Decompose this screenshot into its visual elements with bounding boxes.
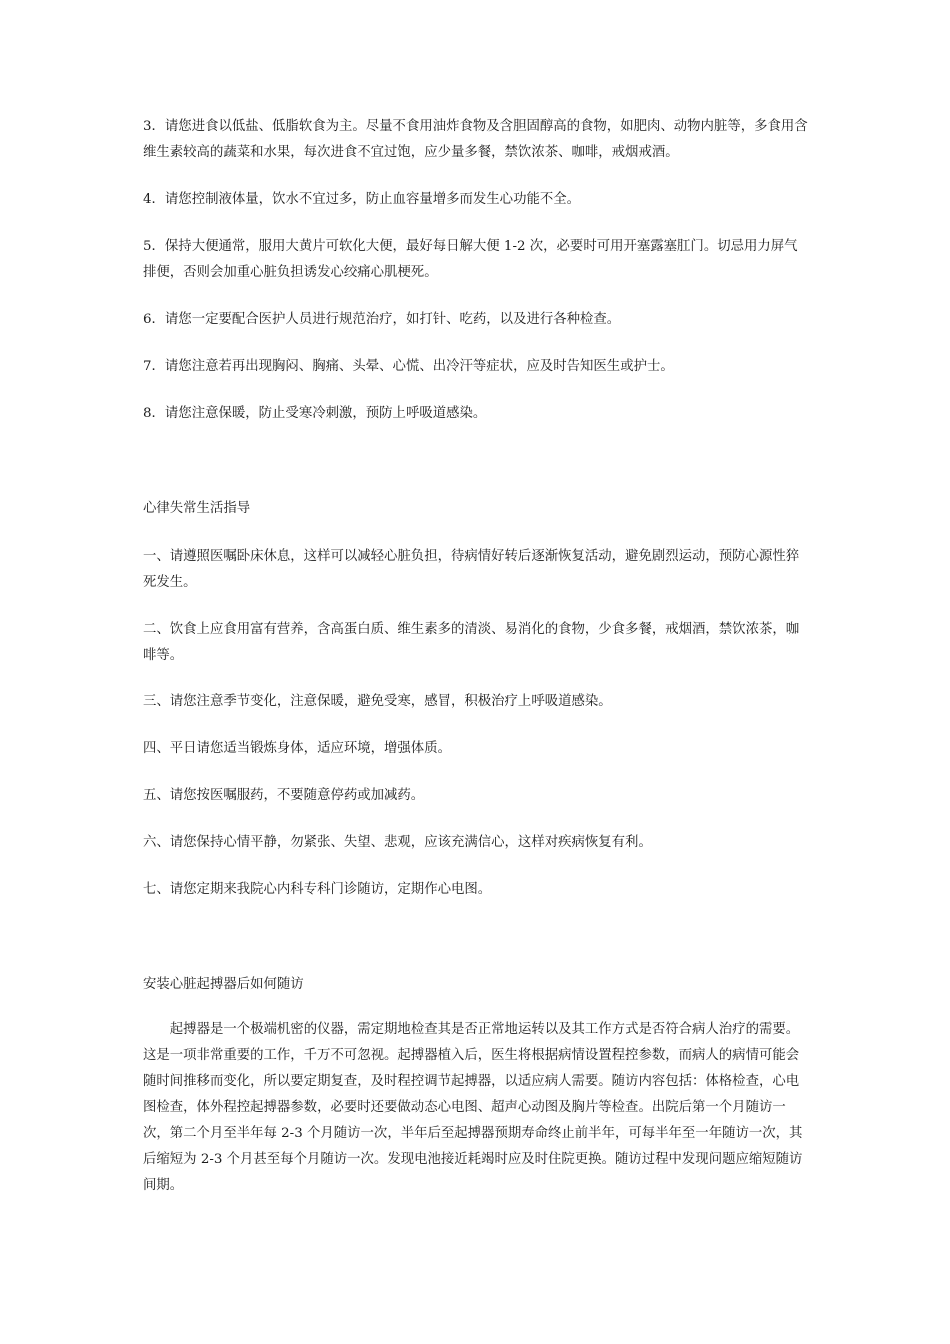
list-item: 六、请您保持心情平静，勿紧张、失望、悲观，应该充满信心，这样对疾病恢复有利。 (143, 835, 652, 850)
list-item: 七、请您定期来我院心内科专科门诊随访，定期作心电图。 (143, 882, 492, 897)
body-paragraph: 起搏器是一个极端机密的仪器，需定期地检查其是否正常地运转以及其工作方式是否符合病人治疗的需要。这是一项非常重要的工作，千万不可忽视。起搏器植入后，医生将根据病情设置程控参数，而病人的病情可能会随时间推移而变化，所以要定期复查，及时程控调节起搏器，以适应病人需要。随访内容包括：体格检查，心电图检查，体外程控起搏器参数，必要时还要做动态心电图、超声心动图及胸片等检查。出院后第一个月随访一次，第二个月至半年每 2-3 个月随访一次，半年后至起搏器预期寿命终止前半年，可每半年至一年随访一次，其后缩短为 2-3 个月甚至每个月随访一次。发现电池接近耗竭时应及时住院更换。随访过程中发现问题应缩短随访间期。 (143, 1022, 803, 1193)
list-item: 五、请您按医嘱服药，不要随意停药或加减药。 (143, 788, 425, 803)
list-item: 四、平日请您适当锻炼身体，适应环境，增强体质。 (143, 741, 451, 756)
section-title: 心律失常生活指导 (143, 501, 251, 516)
list-item: 7．请您注意若再出现胸闷、胸痛、头晕、心慌、出冷汗等症状，应及时告知医生或护士。 (143, 359, 674, 374)
list-item: 6．请您一定要配合医护人员进行规范治疗，如打针、吃药，以及进行各种检查。 (143, 312, 621, 327)
list-item: 8．请您注意保暖，防止受寒冷刺激，预防上呼吸道感染。 (143, 406, 487, 421)
list-item: 3．请您进食以低盐、低脂软食为主。尽量不食用油炸食物及含胆固醇高的食物，如肥肉、动物内脏等，多食用含维生素较高的蔬菜和水果，每次进食不宜过饱，应少量多餐，禁饮浓茶、咖啡，戒烟戒酒。 (143, 119, 808, 160)
list-item: 三、请您注意季节变化，注意保暖，避免受寒，感冒，积极治疗上呼吸道感染。 (143, 694, 612, 709)
list-item: 二、饮食上应食用富有营养，含高蛋白质、维生素多的清淡、易消化的食物，少食多餐，戒烟酒，禁饮浓茶，咖啡等。 (143, 622, 800, 663)
section-title: 安装心脏起搏器后如何随访 (143, 977, 304, 992)
list-item: 5．保持大便通常，服用大黄片可软化大便，最好每日解大便 1-2 次，必要时可用开塞露塞肛门。切忌用力屏气排便，否则会加重心脏负担诱发心绞痛心肌梗死。 (143, 239, 798, 280)
list-item: 一、请遵照医嘱卧床休息，这样可以减轻心脏负担，待病情好转后逐渐恢复活动，避免剧烈运动，预防心源性猝死发生。 (143, 549, 800, 590)
list-item: 4．请您控制液体量，饮水不宜过多，防止血容量增多而发生心功能不全。 (143, 192, 581, 207)
